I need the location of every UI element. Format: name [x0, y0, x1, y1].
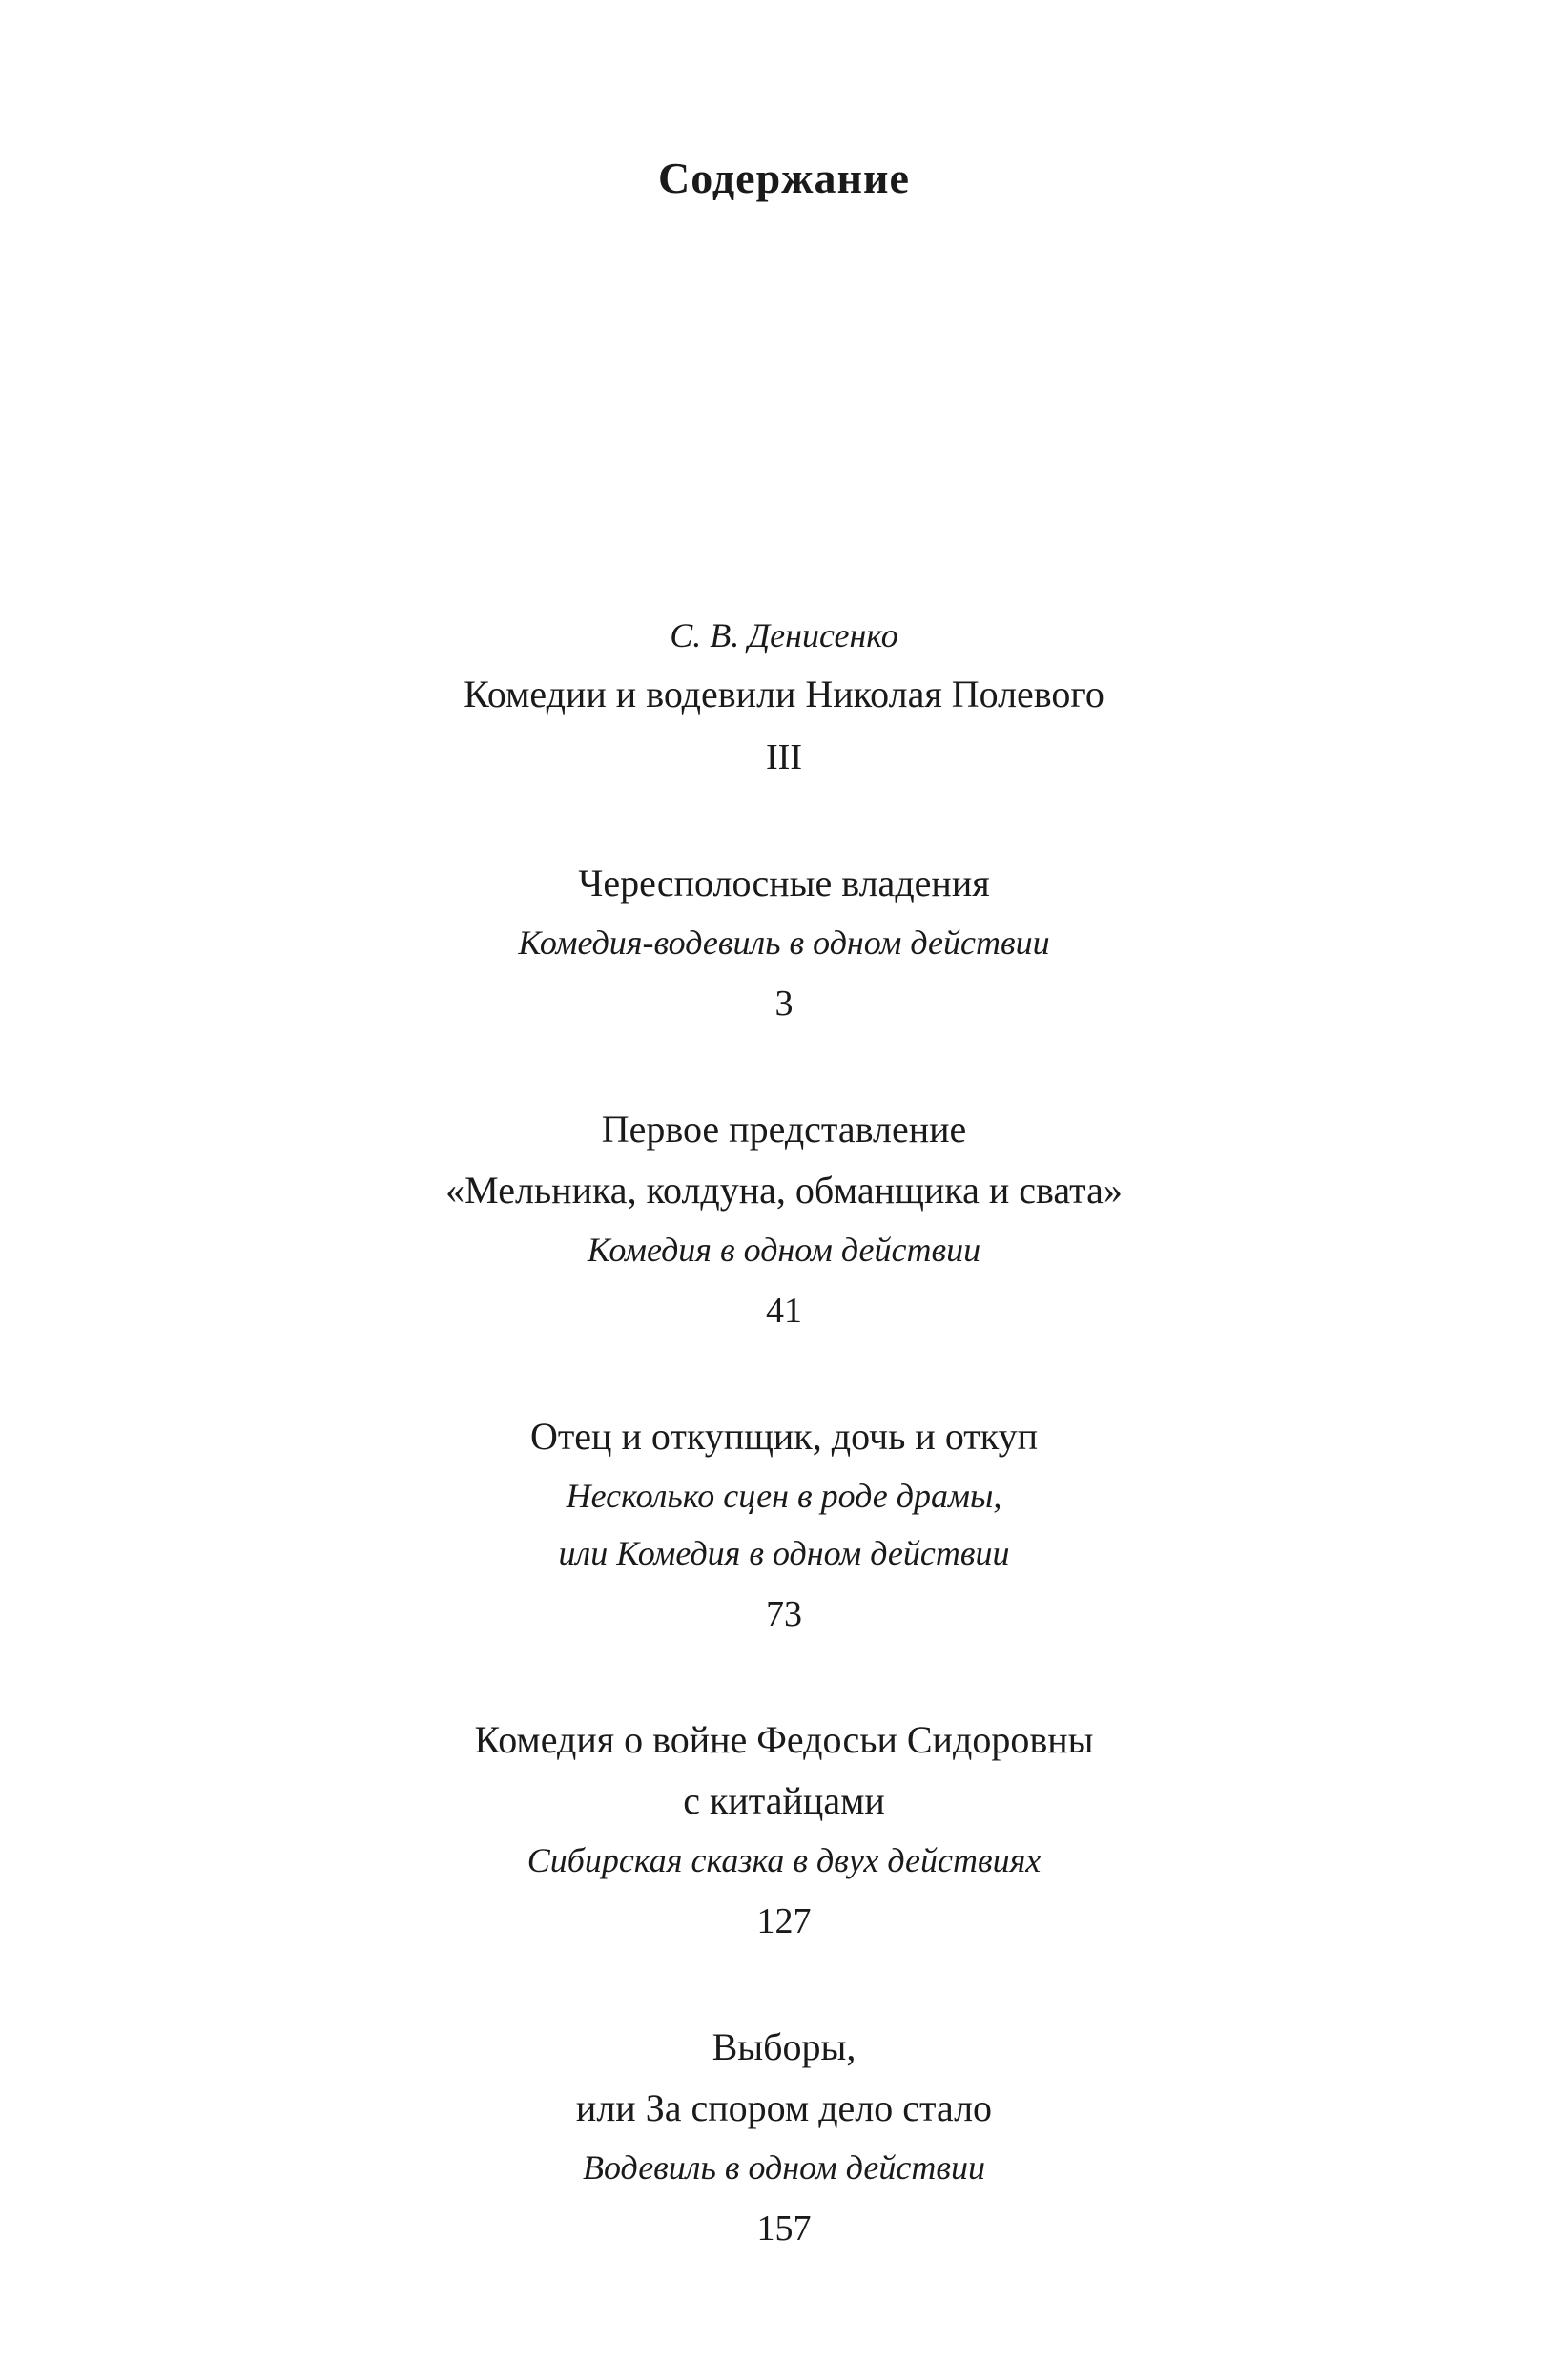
entry-page-number: 41: [766, 1291, 802, 1331]
entry-subtitle: Комедия-водевиль в одном действии: [518, 923, 1050, 962]
entry-title: Комедии и водевили Николая Полевого: [464, 673, 1104, 715]
entry-title: Комедия о войне Федосьи Сидоровны: [474, 1718, 1094, 1761]
entry-author: С. В. Денисенко: [670, 616, 898, 654]
entry-title: «Мельника, колдуна, обманщика и свата»: [445, 1169, 1123, 1212]
entry-page-number: 73: [766, 1594, 802, 1634]
toc-entry: [0, 1710, 1568, 1952]
entry-subtitle: Несколько сцен в роде драмы,: [566, 1477, 1002, 1515]
toc-entry: [0, 853, 1568, 1034]
entry-title: или За спором дело стало: [575, 2086, 993, 2129]
entry-page-number: 3: [774, 984, 794, 1024]
entry-subtitle: Комедия в одном действии: [587, 1231, 981, 1269]
entry-subtitle: Сибирская сказка в двух действиях: [526, 1841, 1042, 1879]
entry-title: Первое представление: [601, 1108, 967, 1151]
toc-entry: [0, 1406, 1568, 1645]
page-title: Содержание: [658, 154, 910, 202]
toc-entry: [0, 1099, 1568, 1341]
entry-subtitle: или Комедия в одном действии: [558, 1534, 1010, 1572]
entry-title: Отец и откупщик, дочь и откуп: [529, 1415, 1039, 1458]
entry-subtitle: Водевиль в одном действии: [583, 2148, 985, 2187]
entry-title: Чересполосные владения: [578, 861, 990, 904]
entry-page-number: III: [766, 737, 802, 778]
entry-page-number: 127: [756, 1901, 812, 1941]
toc-entry: [0, 2017, 1568, 2259]
table-of-contents: [0, 607, 1568, 2324]
entry-title: Выборы,: [712, 2025, 856, 2068]
toc-entry: [0, 607, 1568, 788]
entry-page-number: 157: [756, 2208, 812, 2249]
entry-title: с китайцами: [683, 1779, 885, 1822]
